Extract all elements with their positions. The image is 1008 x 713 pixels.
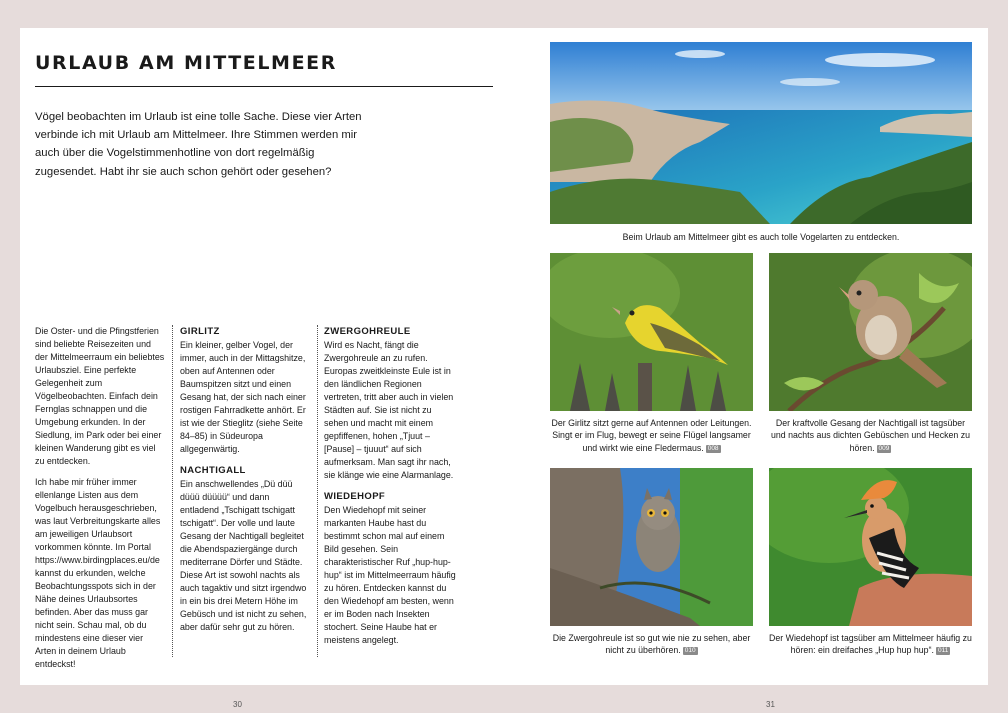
girlitz-text: Ein kleiner, gelber Vogel, der immer, auch in der Mittagshitze, oben auf Antennen oder Baumspitzen sitzt und einen Gesang hat, der sich nach einer rostigen Fahrradkette anhört. Er ist wie der Stieglitz (siehe Seite 84–85) in Südeuropa allgegenwärtig. xyxy=(180,340,306,454)
audio-badge: 009 xyxy=(878,444,890,452)
nachtigall-text: Ein anschwellendes „Dü düü düüü düüüü“ und dann entladend „Tschigatt tschigatt tschigatt“. Der volle und laute Gesang der Nachtigall begleitet die Abendspaziergänge durch mediterrane Dörfer und Städte. Diese Art ist sowohl nachts als auch tagaktiv und sitzt irgendwo in ein bis drei Metern Höhe im Gebüsch und ist nicht zu sehen, aber dafür sehr gut zu hören. xyxy=(180,479,307,632)
eule-caption xyxy=(550,632,753,657)
wiedehopf-text: Den Wiedehopf mit seiner markanten Haube hast du bestimmt schon mal auf einem Bild gesehen. Sein charakteristischer Ruf „hup-hup-hup“ ist im Mittelmeerraum häufig zu hören. Entdecken kannst du den Wiedehopf am besten, wenn er im Boden nach Insekten stochert. Seine Haube hat er meistens angelegt. xyxy=(324,505,456,645)
page-number-left: 30 xyxy=(233,700,242,709)
nachtigall-caption-text: Der kraftvolle Gesang der Nachtigall ist tagsüber und nachts aus dichten Gebüschen und Hecken zu hören. xyxy=(770,418,971,453)
column-intro xyxy=(35,325,165,679)
eule-caption-text: Die Zwergohreule ist so gut wie nie zu sehen, aber nicht zu überhören. xyxy=(552,633,751,656)
zwergohreule-text: Wird es Nacht, fängt die Zwergohreule an zu rufen. Europas zweitkleinste Eule ist in den ländlichen Regionen vertreten, tritt aber auch in vielen Städten auf. Sie ist nicht zu sehen und macht mit einem gepfiffenen, hohen „Tjuut – [Pause] – tjuuut“ auf sich aufmerksam. Man sagt ihr nach, sie klänge wie eine Alarmanlage. xyxy=(324,340,454,480)
girlitz-heading: GIRLITZ xyxy=(180,326,220,337)
column-divider xyxy=(172,325,173,657)
hero-caption: Beim Urlaub am Mittelmeer gibt es auch tolle Vogelarten zu entdecken. xyxy=(622,232,900,242)
page-title: URLAUB AM MITTELMEER xyxy=(35,52,337,74)
audio-badge: 008 xyxy=(707,444,719,452)
left-page xyxy=(20,28,504,685)
coast-photo xyxy=(550,42,972,224)
girlitz-caption xyxy=(550,417,753,454)
girlitz-caption-text: Der Girlitz sitzt gerne auf Antennen oder Leitungen. Singt er im Flug, bewegt er seine Flügel langsamer und wirkt wie eine Fledermaus. xyxy=(551,418,752,453)
wiedehopf-caption-text: Der Wiedehopf ist tagsüber am Mittelmeer häufig zu hören: ein dreifaches „Hup hup hup“. xyxy=(769,633,972,656)
column-divider xyxy=(317,325,318,657)
wiedehopf-caption xyxy=(769,632,972,657)
nachtigall-photo xyxy=(769,253,972,411)
intro-text: Vögel beobachten im Urlaub ist eine tolle Sache. Diese vier Arten verbinde ich mit Urlaub am Mittelmeer. Ihre Stimmen werden mir auch über die Vogelstimmenhotline von dort regelmäßig zugesendet. Habt ihr sie auch schon gehört oder gesehen? xyxy=(35,111,362,178)
wiedehopf-photo xyxy=(769,468,972,626)
wiedehopf-heading: WIEDEHOPF xyxy=(324,491,386,502)
girlitz-photo xyxy=(550,253,753,411)
column-species-1 xyxy=(180,325,310,642)
page-number-right: 31 xyxy=(766,700,775,709)
right-page xyxy=(504,28,988,685)
column-species-2 xyxy=(324,325,458,655)
zwergohreule-photo xyxy=(550,468,753,626)
zwergohreule-heading: ZWERGOHREULE xyxy=(324,326,411,337)
body-paragraph: Ich habe mir früher immer ellenlange Listen aus dem Vogelbuch herausgeschrieben, was laut Verbreitungskarte alles am jeweiligen Urlaubsort vorkommen könnte. Im Portal https://www.birdingplaces.eu/de kannst du erkunden, welche Beobachtungsspots sich in der Nähe deines Urlaubsortes befinden. Aber das muss gar nicht sein. Schau mal, ob du mindestens eine dieser vier Arten in deinem Urlaub entdeckst! xyxy=(35,477,161,669)
title-divider xyxy=(35,86,493,87)
audio-badge: 010 xyxy=(684,647,696,655)
audio-badge: 011 xyxy=(937,647,949,655)
nachtigall-caption xyxy=(769,417,972,454)
nachtigall-heading: NACHTIGALL xyxy=(180,465,246,476)
body-paragraph: Die Oster- und die Pfingstferien sind beliebte Reisezeiten und der Mittelmeerraum ein beliebtes Urlaubsziel. Eine perfekte Gelegenheit zum Vögelbeobachten. Einfach dein Fernglas schnappen und die Umgebung erkunden. In der Siedlung, im Park oder bei einer kleinen Wanderung gibt es viel zu entdecken. xyxy=(35,326,165,466)
